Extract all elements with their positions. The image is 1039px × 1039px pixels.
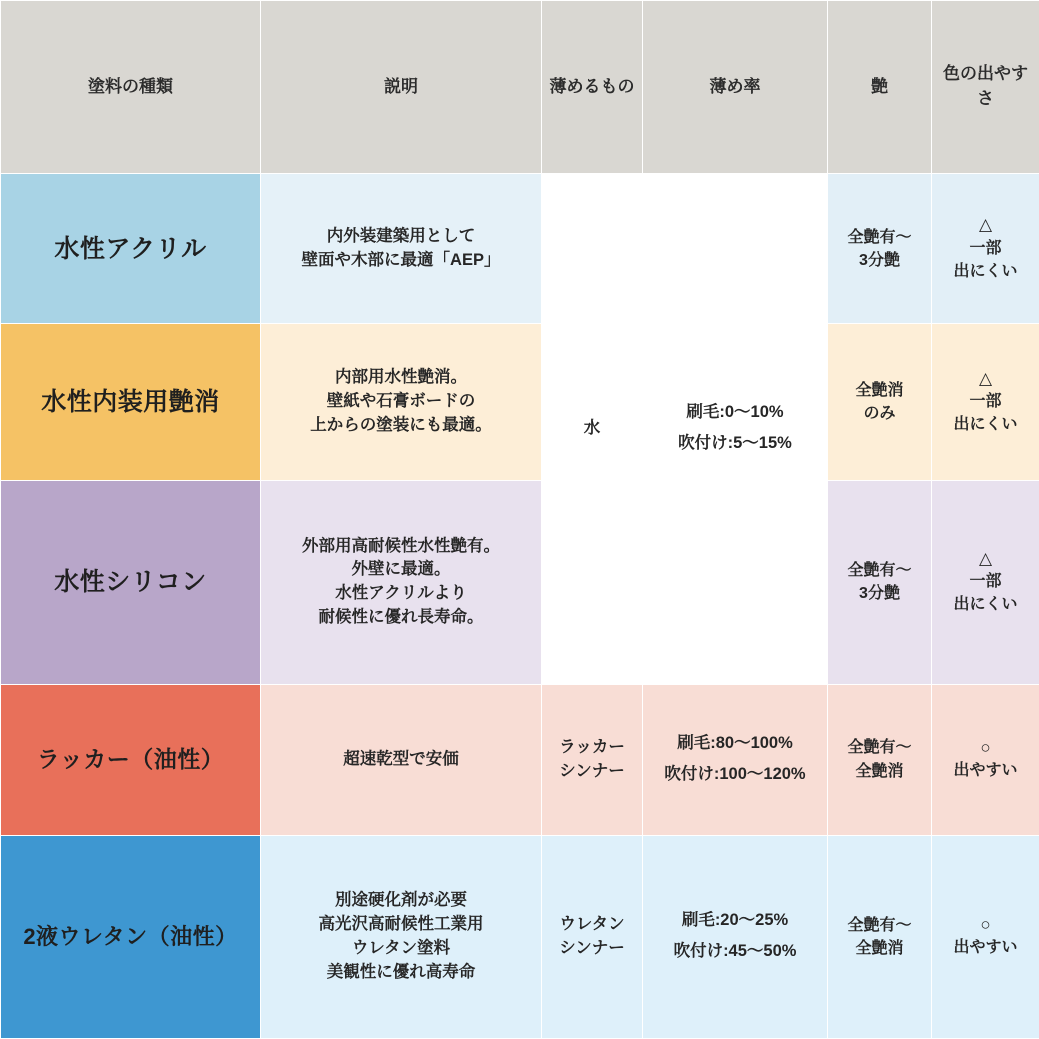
- color-ease-mark: ○: [980, 915, 991, 935]
- color-ease-value: [932, 324, 1039, 481]
- column-header-thinner: 薄めるもの: [542, 1, 643, 174]
- gloss-value: 全艶有〜 3分艶: [828, 481, 932, 684]
- gloss-value: 全艶有〜 全艶消: [828, 835, 932, 1038]
- dilution-rate-brush: 刷毛:0〜10%: [686, 403, 784, 422]
- dilution-rate-spray: 吹付け:5〜15%: [678, 434, 792, 453]
- color-ease-value: [932, 684, 1039, 835]
- dilution-rate-spray: 吹付け:45〜50%: [673, 942, 797, 961]
- column-header-description: 説明: [261, 1, 542, 174]
- color-ease-value: [932, 174, 1039, 324]
- paint-type-name: 水性アクリル: [1, 174, 261, 324]
- gloss-value: 全艶有〜 3分艶: [828, 174, 932, 324]
- thinner-water: 水: [542, 174, 643, 685]
- paint-description: 内部用水性艶消。 壁紙や石膏ボードの 上からの塗装にも最適。: [261, 324, 542, 481]
- dilution-rate-water: [643, 174, 828, 685]
- color-ease-note: 出やすい: [953, 939, 1018, 957]
- thinner-value: ウレタン シンナー: [542, 835, 643, 1038]
- color-ease-value: [932, 835, 1039, 1038]
- paint-description: 別途硬化剤が必要 高光沢高耐候性工業用 ウレタン塗料 美観性に優れ高寿命: [261, 835, 542, 1038]
- table-row: [1, 174, 1039, 324]
- paint-type-name: 2液ウレタン（油性）: [1, 835, 261, 1038]
- color-ease-mark: △: [978, 215, 993, 235]
- paint-type-name: 水性内装用艶消: [1, 324, 261, 481]
- color-ease-mark: △: [978, 549, 993, 569]
- color-ease-value: [932, 481, 1039, 684]
- column-header-color-ease: 色の出やすさ: [932, 1, 1039, 174]
- gloss-value: 全艶消 のみ: [828, 324, 932, 481]
- dilution-rate-brush: 刷毛:80〜100%: [677, 734, 793, 753]
- column-header-dilution-rate: 薄め率: [643, 1, 828, 174]
- dilution-rate-value: [643, 684, 828, 835]
- column-header-type: 塗料の種類: [1, 1, 261, 174]
- color-ease-note: 一部 出にくい: [953, 573, 1018, 614]
- thinner-value: ラッカー シンナー: [542, 684, 643, 835]
- dilution-rate-brush: 刷毛:20〜25%: [681, 911, 789, 930]
- paint-description: 超速乾型で安価: [261, 684, 542, 835]
- paint-description: 外部用高耐候性水性艶有。 外壁に最適。 水性アクリルより 耐候性に優れ長寿命。: [261, 481, 542, 684]
- paint-description: 内外装建築用として 壁面や木部に最適「AEP」: [261, 174, 542, 324]
- color-ease-note: 一部 出にくい: [953, 393, 1018, 434]
- table-row: [1, 481, 1039, 684]
- color-ease-mark: ○: [980, 737, 991, 757]
- column-header-gloss: 艶: [828, 1, 932, 174]
- table-row: [1, 324, 1039, 481]
- color-ease-mark: △: [978, 369, 993, 389]
- dilution-rate-value: [643, 835, 828, 1038]
- color-ease-note: 出やすい: [953, 762, 1018, 780]
- paint-type-name: ラッカー（油性）: [1, 684, 261, 835]
- table-row: [1, 684, 1039, 835]
- table-header-row: [1, 1, 1039, 174]
- dilution-rate-spray: 吹付け:100〜120%: [664, 765, 806, 784]
- gloss-value: 全艶有〜 全艶消: [828, 684, 932, 835]
- table-row: [1, 835, 1039, 1038]
- paint-type-name: 水性シリコン: [1, 481, 261, 684]
- color-ease-note: 一部 出にくい: [953, 239, 1018, 280]
